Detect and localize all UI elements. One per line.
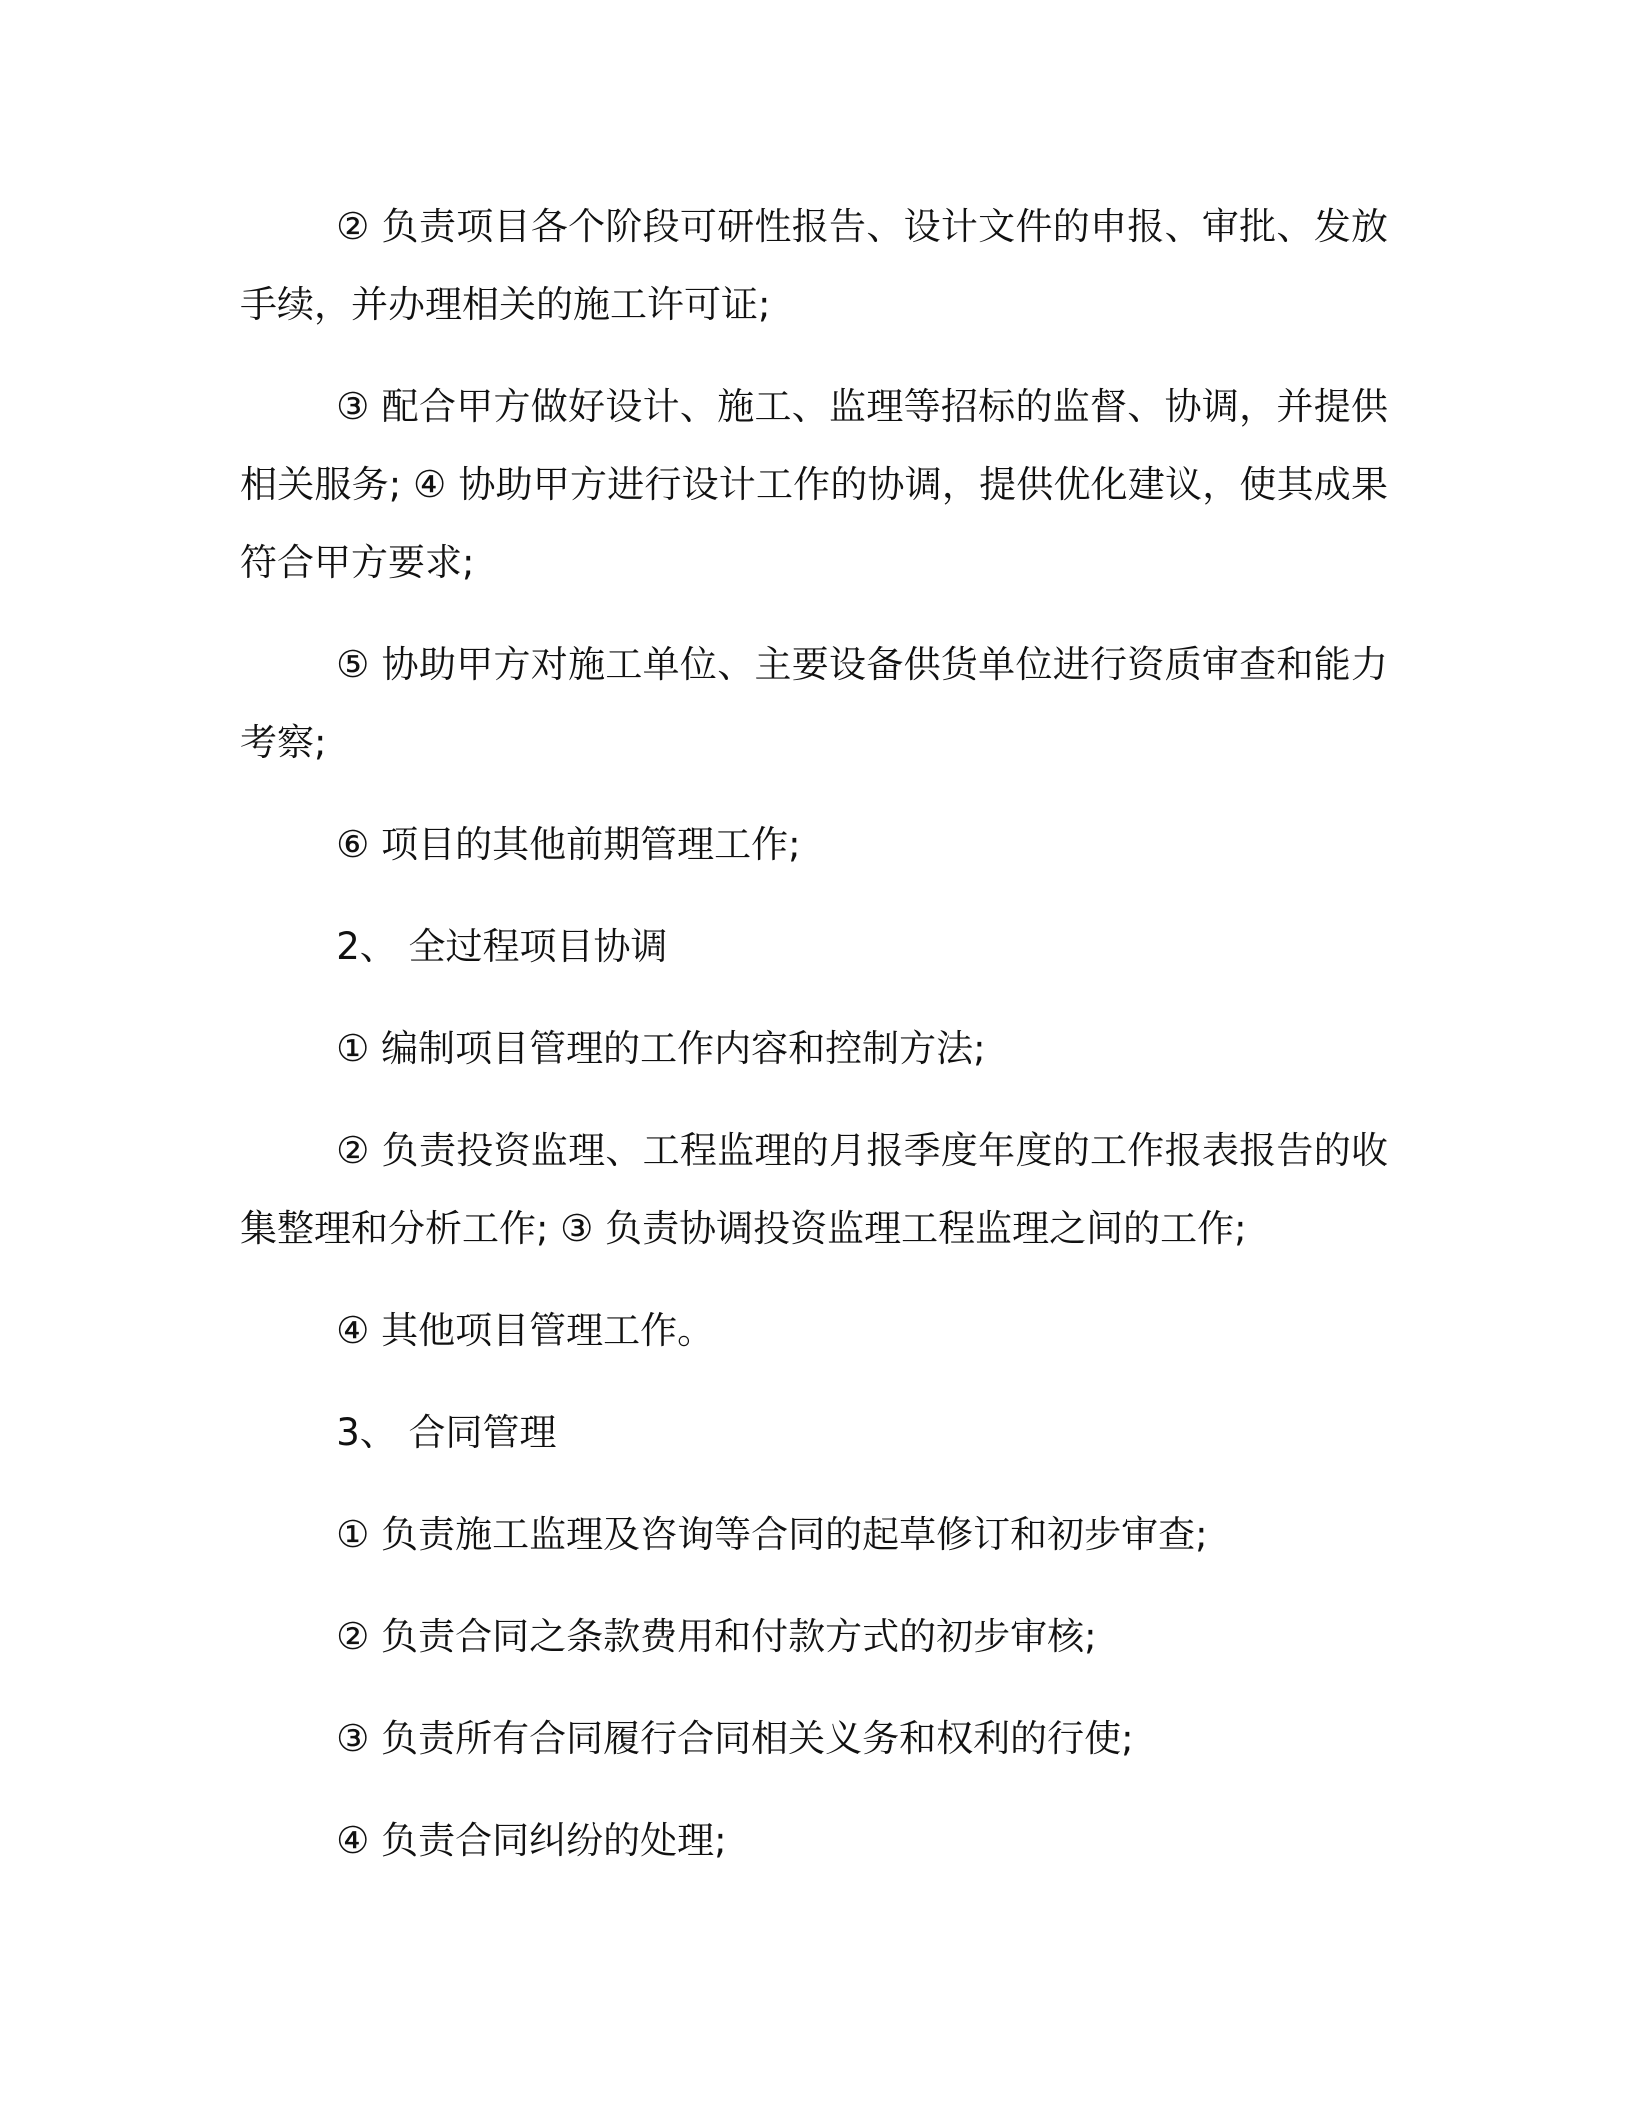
document-body: [240, 188, 1388, 1880]
paragraph-other-early-management: ⑥ 项目的其他前期管理工作;: [336, 823, 801, 866]
paragraph-responsible-approval: ② 负责项目各个阶段可研性报告、设计文件的申报、审批、发放手续，并办理相关的施工许可证;: [240, 205, 1388, 326]
paragraph-report-collection: ② 负责投资监理、工程监理的月报季度年度的工作报表报告的收集整理和分析工作; ③ 负责协调投资监理工程监理之间的工作;: [240, 1129, 1388, 1250]
paragraph-prepare-management-content: ① 编制项目管理的工作内容和控制方法;: [336, 1027, 986, 1070]
paragraph-other-project-management: ④ 其他项目管理工作。: [336, 1309, 715, 1352]
paragraph-contract-terms-review: ② 负责合同之条款费用和付款方式的初步审核;: [336, 1615, 1097, 1658]
paragraph-cooperate-bidding: ③ 配合甲方做好设计、施工、监理等招标的监督、协调，并提供相关服务; ④ 协助甲方进行设计工作的协调，提供优化建议，使其成果符合甲方要求;: [240, 385, 1388, 584]
paragraph-contract-disputes: ④ 负责合同纠纷的处理;: [336, 1819, 727, 1862]
section-heading-coordination: 2、 全过程项目协调: [336, 925, 668, 968]
paragraph-contract-drafting: ① 负责施工监理及咨询等合同的起草修订和初步审查;: [336, 1513, 1208, 1556]
section-heading-contract-management: 3、 合同管理: [336, 1411, 557, 1454]
paragraph-contract-obligations: ③ 负责所有合同履行合同相关义务和权利的行使;: [336, 1717, 1134, 1760]
paragraph-qualification-review: ⑤ 协助甲方对施工单位、主要设备供货单位进行资质审查和能力考察;: [240, 643, 1388, 764]
